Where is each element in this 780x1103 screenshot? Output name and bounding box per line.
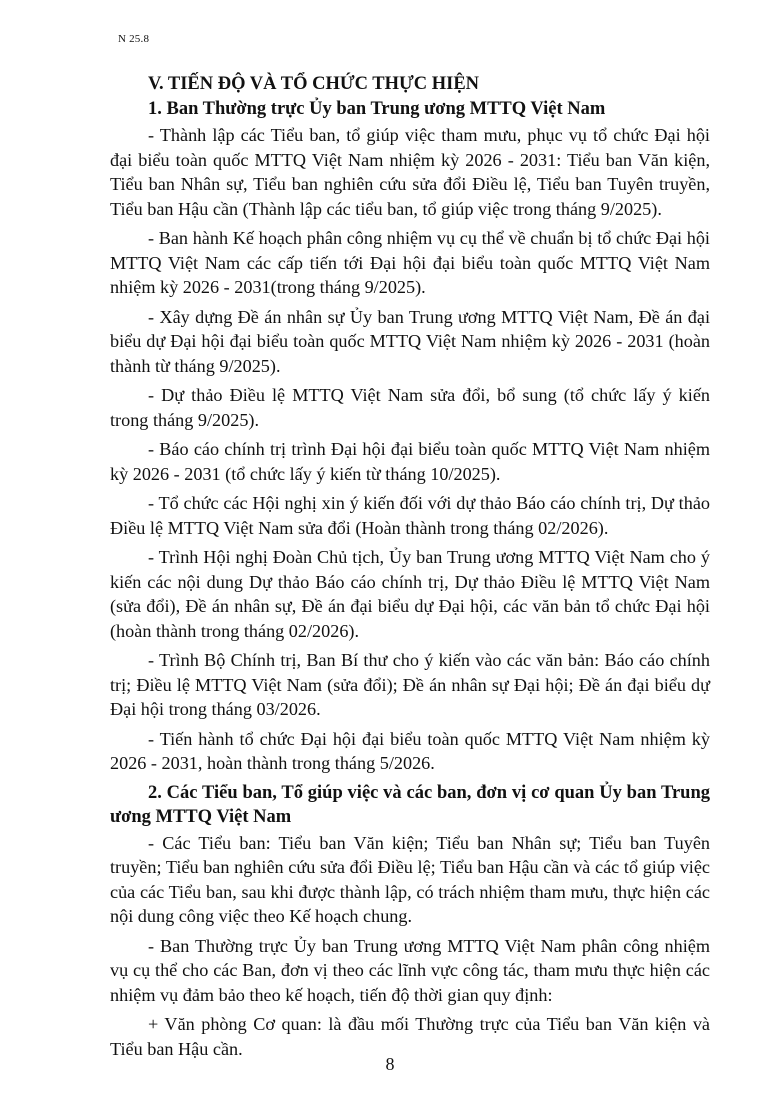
paragraph: - Các Tiểu ban: Tiểu ban Văn kiện; Tiểu ban Nhân sự; Tiểu ban Tuyên truyền; Tiểu ban nghiên cứu sửa đổi Điều lệ; Tiểu ban Hậu cần và các tổ giúp việc của các Tiểu ban, sau khi được thành lập, có trách nhiệm tham mưu, thực hiện các nội dung công việc theo Kế hoạch chung. bbox=[110, 832, 710, 926]
paragraph: - Dự thảo Điều lệ MTTQ Việt Nam sửa đổi, bổ sung (tổ chức lấy ý kiến trong tháng 9/2025). bbox=[110, 385, 710, 430]
paragraph: - Tiến hành tổ chức Đại hội đại biểu toàn quốc MTTQ Việt Nam nhiệm kỳ 2026 - 2031, hoàn thành trong tháng 5/2026. bbox=[110, 728, 710, 773]
paragraph: - Ban hành Kế hoạch phân công nhiệm vụ cụ thể về chuẩn bị tổ chức Đại hội MTTQ Việt Nam các cấp tiến tới Đại hội đại biểu toàn quốc MTTQ Việt Nam nhiệm kỳ 2026 - 2031(trong tháng 9/2025). bbox=[110, 228, 710, 297]
paragraph: - Trình Hội nghị Đoàn Chủ tịch, Ủy ban Trung ương MTTQ Việt Nam cho ý kiến các nội dung Dự thảo Báo cáo chính trị, Dự thảo Điều lệ MTTQ Việt Nam (sửa đổi), Đề án nhân sự, Đề án đại biểu dự Đại hội, các văn bản tổ chức Đại hội (hoàn thành trong tháng 02/2026). bbox=[110, 547, 710, 641]
document-body bbox=[110, 72, 710, 1066]
page-number: 8 bbox=[385, 1054, 395, 1074]
section-title: V. TIẾN ĐỘ VÀ TỔ CHỨC THỰC HIỆN bbox=[148, 74, 480, 94]
paragraph: - Xây dựng Đề án nhân sự Ủy ban Trung ương MTTQ Việt Nam, Đề án đại biểu dự Đại hội đại biểu toàn quốc MTTQ Việt Nam nhiệm kỳ 2026 - 2031 (hoàn thành từ tháng 9/2025). bbox=[110, 306, 710, 376]
document-code: N 25.8 bbox=[118, 33, 150, 45]
paragraph: - Tổ chức các Hội nghị xin ý kiến đối với dự thảo Báo cáo chính trị, Dự thảo Điều lệ MTTQ Việt Nam sửa đổi (Hoàn thành trong tháng 02/2026). bbox=[110, 493, 710, 538]
subsection-title-1: 1. Ban Thường trực Ủy ban Trung ương MTTQ Việt Nam bbox=[148, 99, 606, 119]
paragraph: - Ban Thường trực Ủy ban Trung ương MTTQ Việt Nam phân công nhiệm vụ cụ thể cho các Ban, đơn vị theo các lĩnh vực công tác, tham mưu thực hiện các nhiệm vụ đảm bảo theo kế hoạch, tiến độ thời gian quy định: bbox=[110, 935, 710, 1005]
paragraph: - Thành lập các Tiểu ban, tổ giúp việc tham mưu, phục vụ tổ chức Đại hội đại biểu toàn quốc MTTQ Việt Nam nhiệm kỳ 2026 - 2031: Tiểu ban Văn kiện, Tiểu ban Nhân sự, Tiểu ban nghiên cứu sửa đổi Điều lệ, Tiểu ban Tuyên truyền, Tiểu ban Hậu cần (Thành lập các tiểu ban, tổ giúp việc trong tháng 9/2025). bbox=[110, 125, 710, 219]
paragraph: - Báo cáo chính trị trình Đại hội đại biểu toàn quốc MTTQ Việt Nam nhiệm kỳ 2026 - 2031 (tổ chức lấy ý kiến từ tháng 10/2025). bbox=[110, 439, 710, 484]
subsection-title-2: 2. Các Tiểu ban, Tổ giúp việc và các ban, đơn vị cơ quan Ủy ban Trung ương MTTQ Việt Nam bbox=[110, 782, 710, 827]
paragraph: + Văn phòng Cơ quan: là đầu mối Thường trực của Tiểu ban Văn kiện và Tiểu ban Hậu cần. bbox=[110, 1014, 710, 1059]
paragraph: - Trình Bộ Chính trị, Ban Bí thư cho ý kiến vào các văn bản: Báo cáo chính trị; Điều lệ MTTQ Việt Nam (sửa đổi); Đề án nhân sự Đại hội; Đề án đại biểu dự Đại hội trong tháng 03/2026. bbox=[110, 650, 710, 719]
